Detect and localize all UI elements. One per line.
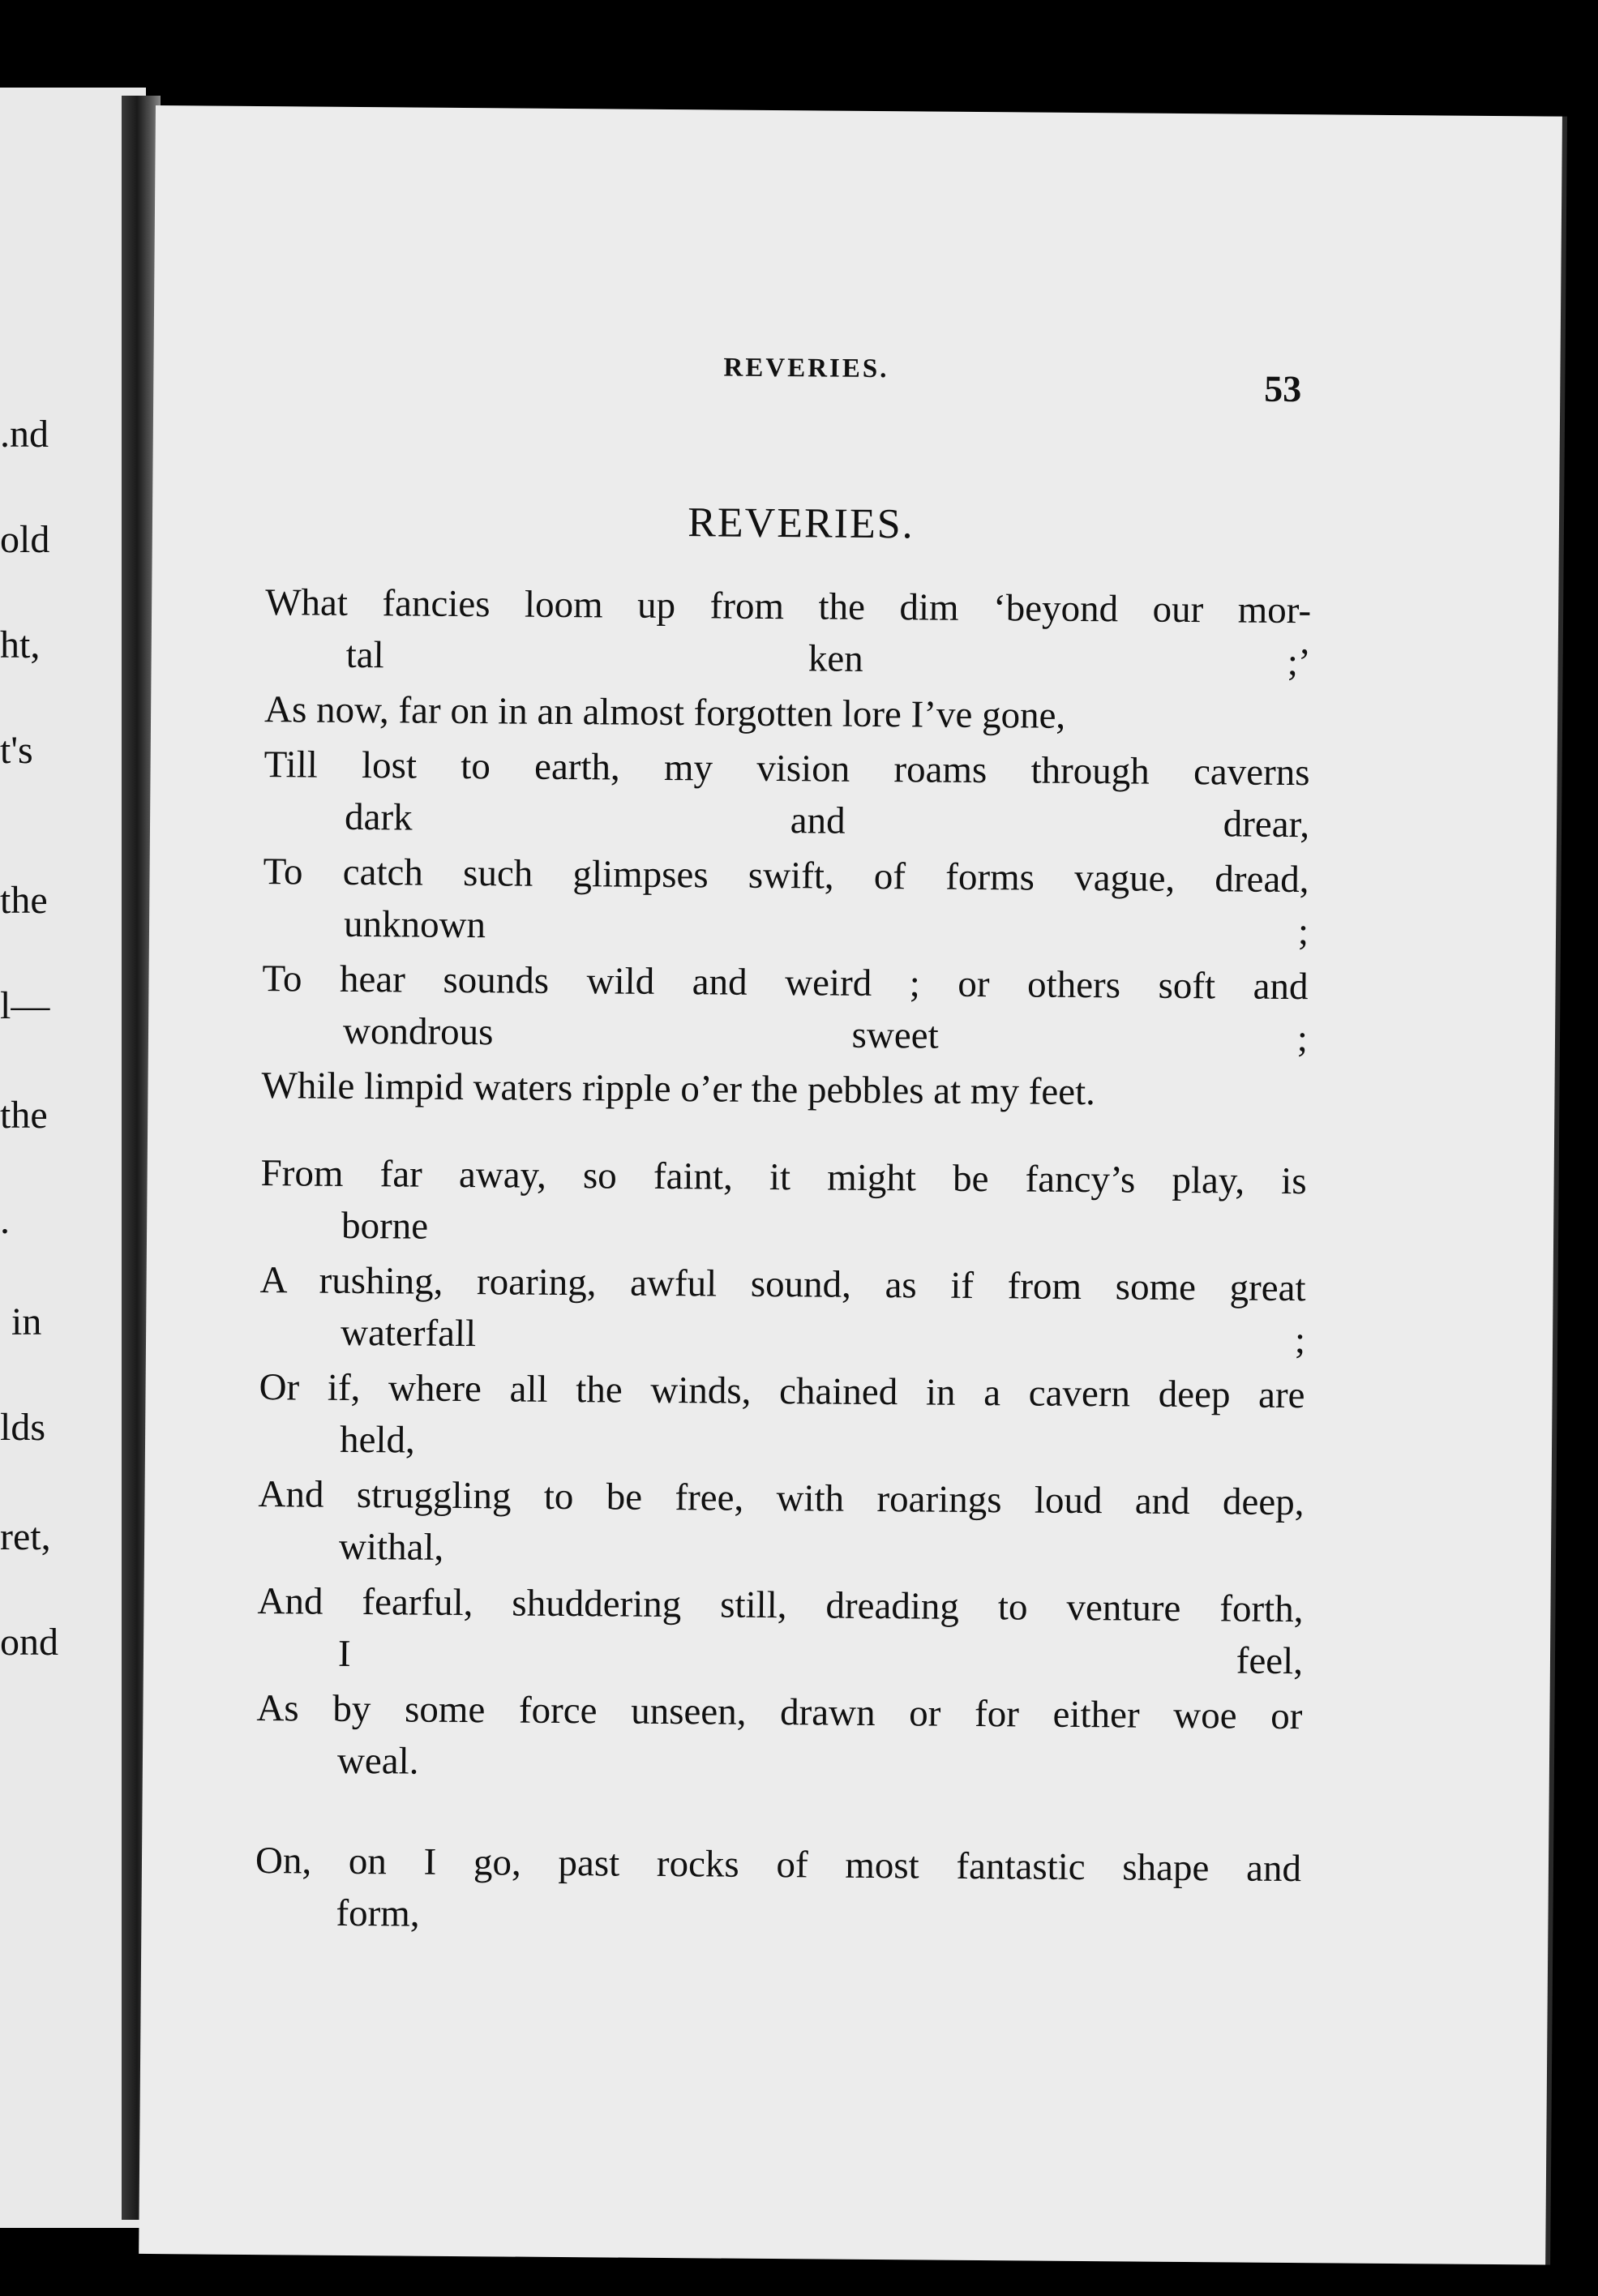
left-fragment: old xyxy=(0,518,50,561)
verse-continuation: form, xyxy=(336,1891,420,1935)
verse-line: Or if, where all the winds, chained in a cavern deep are held, xyxy=(259,1361,1305,1473)
left-fragment: ht, xyxy=(0,623,41,666)
left-fragment: lds xyxy=(0,1406,46,1449)
verse-continuation: unknown ; xyxy=(343,902,1309,953)
verse-continuation: waterfall ; xyxy=(340,1311,1306,1362)
verse-line: While limpid waters ripple o’er the pebbles at my feet. xyxy=(261,1064,1096,1114)
verse-line: From far away, so faint, it might be fancy’s play, is borne xyxy=(260,1147,1307,1259)
left-fragment: in xyxy=(11,1300,42,1343)
verse-line: To hear sounds wild and weird ; or others soft and wondrous sweet ; xyxy=(262,953,1309,1064)
verse-continuation: borne xyxy=(341,1204,429,1248)
verse-line: Till lost to earth, my vision roams through caverns dark and drear, xyxy=(263,739,1310,850)
verse-line: What fancies loom up from the dim ‘beyond our mor- tal ken ;’ xyxy=(264,576,1311,688)
left-fragment: the xyxy=(0,1094,48,1137)
verse-continuation: withal, xyxy=(338,1525,444,1569)
verse-continuation: weal. xyxy=(336,1739,419,1783)
page-number: 53 xyxy=(1264,367,1302,410)
left-fragment: ret, xyxy=(0,1515,51,1558)
left-fragment: the xyxy=(0,879,48,922)
stanza xyxy=(261,576,1311,1120)
verse-line: And struggling to be free, with roarings loud and deep, withal, xyxy=(258,1468,1305,1580)
verse-line: On, on I go, past rocks of most fantastic shape and form, xyxy=(255,1835,1301,1947)
stanza xyxy=(256,1147,1307,1794)
verse-continuation: wondrous sweet ; xyxy=(342,1009,1309,1060)
verse-line: To catch such glimpses swift, of forms vague, dread, unknown ; xyxy=(263,846,1309,957)
verse-line: A rushing, roaring, awful sound, as if from some great waterfall ; xyxy=(259,1254,1306,1366)
left-fragment: l— xyxy=(0,984,50,1027)
verse-continuation: held, xyxy=(339,1418,415,1462)
poem-body xyxy=(255,576,1312,1982)
running-head: REVERIES. xyxy=(723,353,889,384)
verse-continuation: dark and drear, xyxy=(344,795,1310,846)
verse-line: As now, far on in an almost forgotten lore I’ve gone, xyxy=(263,688,1066,737)
left-fragment: . xyxy=(0,1199,10,1242)
right-page xyxy=(139,105,1562,2265)
left-fragment: .nd xyxy=(0,413,49,456)
verse-continuation: I feel, xyxy=(337,1632,1304,1683)
verse-continuation: tal ken ;’ xyxy=(345,633,1311,684)
left-fragment: ond xyxy=(0,1621,58,1664)
left-fragment: t's xyxy=(0,729,33,772)
stanza xyxy=(255,1835,1301,1947)
verse-line: And fearful, shuddering still, dreading to venture forth, I feel, xyxy=(257,1575,1304,1687)
verse-line: As by some force unseen, drawn or for either woe or weal. xyxy=(256,1682,1303,1794)
poem-title: REVERIES. xyxy=(688,499,915,548)
